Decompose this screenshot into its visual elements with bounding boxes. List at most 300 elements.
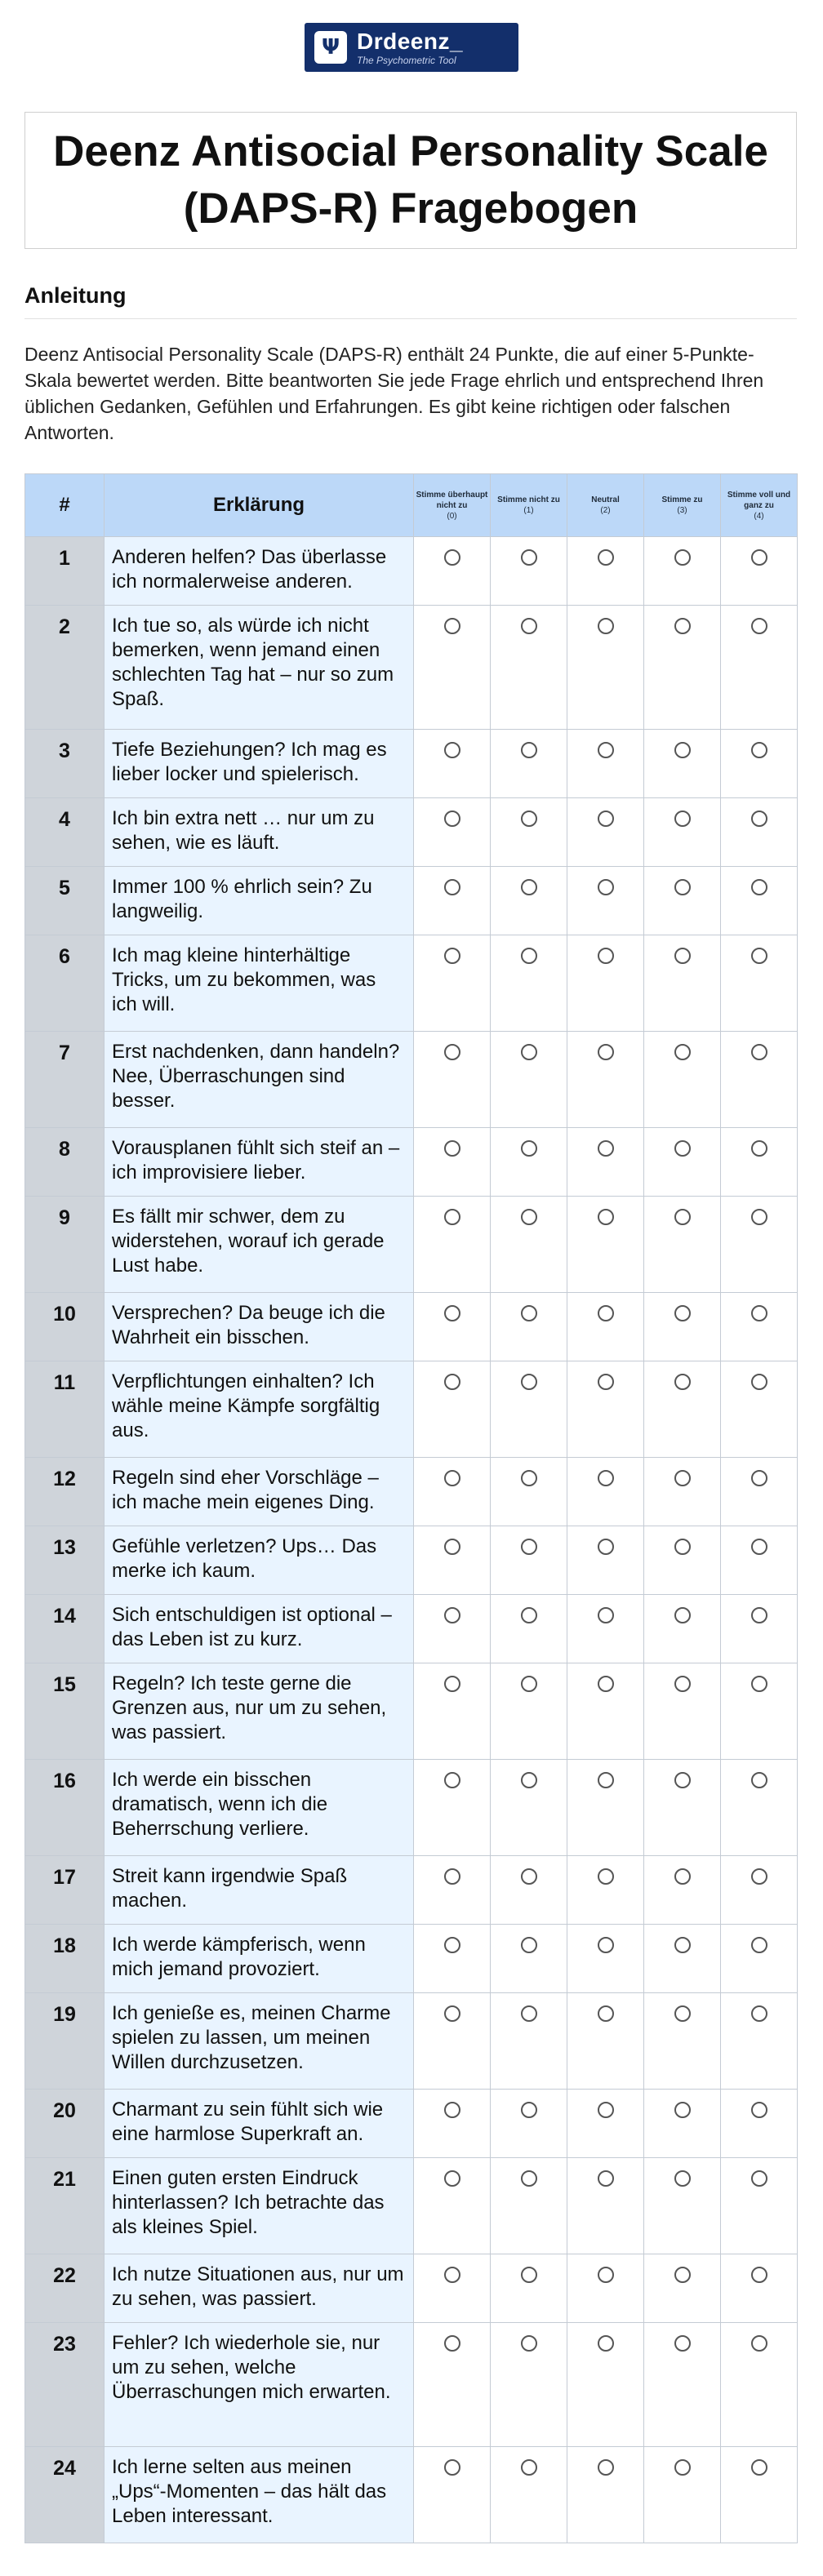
radio-option-1[interactable] [521, 1676, 537, 1692]
header-statement: Erklärung [105, 474, 414, 537]
radio-option-1[interactable] [521, 1470, 537, 1486]
radio-option-1[interactable] [521, 1209, 537, 1225]
row-number: 1 [25, 537, 105, 606]
table-row [25, 1526, 798, 1595]
response-cell [414, 1993, 491, 2090]
response-cell [644, 1856, 721, 1925]
statement-text: Ich werde ein bisschen dramatisch, wenn ich die Beherrschung verliere. [105, 1760, 414, 1856]
response-cell [721, 1197, 798, 1293]
response-cell [491, 1032, 567, 1128]
option-value: (1) [523, 506, 534, 515]
response-cell [721, 1663, 798, 1760]
response-cell [644, 1361, 721, 1458]
radio-option-2[interactable] [598, 1539, 614, 1555]
response-cell [644, 1128, 721, 1197]
radio-option-4[interactable] [751, 2267, 767, 2283]
radio-option-0[interactable] [444, 1305, 460, 1321]
radio-option-3[interactable] [674, 1607, 691, 1623]
response-cell [721, 1128, 798, 1197]
table-row [25, 1663, 798, 1760]
response-cell [644, 730, 721, 798]
radio-option-0[interactable] [444, 1209, 460, 1225]
row-number: 20 [25, 2090, 105, 2158]
radio-option-3[interactable] [674, 2267, 691, 2283]
radio-option-4[interactable] [751, 742, 767, 758]
response-cell [644, 935, 721, 1032]
response-cell [644, 2323, 721, 2447]
statement-text: Anderen helfen? Das überlasse ich normalerweise anderen. [105, 537, 414, 606]
response-cell [721, 867, 798, 935]
response-cell [721, 935, 798, 1032]
radio-option-3[interactable] [674, 1209, 691, 1225]
response-cell [644, 2090, 721, 2158]
radio-option-4[interactable] [751, 618, 767, 634]
response-cell [721, 2323, 798, 2447]
response-cell [644, 798, 721, 867]
radio-option-0[interactable] [444, 1676, 460, 1692]
radio-option-4[interactable] [751, 1374, 767, 1390]
table-row [25, 1760, 798, 1856]
radio-option-0[interactable] [444, 1868, 460, 1885]
response-cell [491, 935, 567, 1032]
response-cell [567, 1993, 644, 2090]
radio-option-0[interactable] [444, 811, 460, 827]
radio-option-2[interactable] [598, 618, 614, 634]
row-number: 11 [25, 1361, 105, 1458]
response-cell [491, 2447, 567, 2543]
statement-text: Ich nutze Situationen aus, nur um zu sehen, was passiert. [105, 2254, 414, 2323]
response-cell [644, 2447, 721, 2543]
radio-option-0[interactable] [444, 2170, 460, 2187]
response-cell [644, 1595, 721, 1663]
response-cell [721, 2158, 798, 2254]
section-divider [24, 318, 797, 319]
radio-option-0[interactable] [444, 742, 460, 758]
response-cell [721, 2254, 798, 2323]
response-cell [567, 537, 644, 606]
header-option-4 [721, 474, 798, 537]
response-cell [721, 1760, 798, 1856]
radio-option-3[interactable] [674, 549, 691, 566]
radio-option-4[interactable] [751, 1470, 767, 1486]
response-cell [567, 2254, 644, 2323]
radio-option-4[interactable] [751, 2335, 767, 2352]
radio-option-4[interactable] [751, 1937, 767, 1953]
radio-option-1[interactable] [521, 2005, 537, 2022]
response-cell [491, 1595, 567, 1663]
response-cell [721, 1032, 798, 1128]
response-cell [414, 2447, 491, 2543]
radio-option-0[interactable] [444, 1044, 460, 1060]
response-cell [567, 1856, 644, 1925]
radio-option-4[interactable] [751, 2459, 767, 2476]
table-row [25, 2323, 798, 2447]
radio-option-4[interactable] [751, 1607, 767, 1623]
radio-option-2[interactable] [598, 811, 614, 827]
response-cell [414, 867, 491, 935]
radio-option-1[interactable] [521, 1374, 537, 1390]
response-cell [414, 1526, 491, 1595]
header-option-0 [414, 474, 491, 537]
radio-option-4[interactable] [751, 811, 767, 827]
response-cell [414, 1925, 491, 1993]
statement-text: Erst nachdenken, dann handeln? Nee, Überraschungen sind besser. [105, 1032, 414, 1128]
response-cell [567, 1197, 644, 1293]
response-cell [644, 1760, 721, 1856]
table-row [25, 2447, 798, 2543]
radio-option-1[interactable] [521, 948, 537, 964]
radio-option-1[interactable] [521, 879, 537, 895]
statement-text: Regeln? Ich teste gerne die Grenzen aus, nur um zu sehen, was passiert. [105, 1663, 414, 1760]
statement-text: Ich werde kämpferisch, wenn mich jemand provoziert. [105, 1925, 414, 1993]
row-number: 23 [25, 2323, 105, 2447]
table-header-row [25, 474, 798, 537]
radio-option-3[interactable] [674, 742, 691, 758]
table-row [25, 2158, 798, 2254]
response-cell [567, 606, 644, 730]
radio-option-4[interactable] [751, 2102, 767, 2118]
response-cell [644, 1663, 721, 1760]
row-number: 24 [25, 2447, 105, 2543]
response-cell [414, 606, 491, 730]
row-number: 8 [25, 1128, 105, 1197]
row-number: 4 [25, 798, 105, 867]
response-cell [414, 2090, 491, 2158]
radio-option-0[interactable] [444, 549, 460, 566]
radio-option-1[interactable] [521, 1937, 537, 1953]
row-number: 10 [25, 1293, 105, 1361]
radio-option-1[interactable] [521, 1772, 537, 1788]
radio-option-1[interactable] [521, 1607, 537, 1623]
statement-text: Ich bin extra nett … nur um zu sehen, wie es läuft. [105, 798, 414, 867]
radio-option-2[interactable] [598, 1374, 614, 1390]
radio-option-0[interactable] [444, 1470, 460, 1486]
row-number: 17 [25, 1856, 105, 1925]
row-number: 2 [25, 606, 105, 730]
response-cell [644, 1197, 721, 1293]
page-title: Deenz Antisocial Personality Scale (DAPS-R) Fragebogen [53, 127, 768, 233]
radio-option-2[interactable] [598, 1209, 614, 1225]
row-number: 3 [25, 730, 105, 798]
response-cell [414, 1293, 491, 1361]
radio-option-2[interactable] [598, 2005, 614, 2022]
response-cell [414, 1361, 491, 1458]
radio-option-2[interactable] [598, 879, 614, 895]
radio-option-1[interactable] [521, 1044, 537, 1060]
response-cell [414, 730, 491, 798]
radio-option-3[interactable] [674, 1044, 691, 1060]
response-cell [567, 867, 644, 935]
statement-text: Fehler? Ich wiederhole sie, nur um zu sehen, welche Überraschungen mich erwarten. [105, 2323, 414, 2447]
radio-option-1[interactable] [521, 618, 537, 634]
response-cell [644, 1293, 721, 1361]
response-cell [491, 798, 567, 867]
option-label: Stimme nicht zu [497, 495, 560, 504]
response-cell [567, 1760, 644, 1856]
response-cell [491, 1128, 567, 1197]
response-cell [721, 798, 798, 867]
response-cell [414, 537, 491, 606]
response-cell [567, 1293, 644, 1361]
response-cell [567, 1361, 644, 1458]
radio-option-2[interactable] [598, 1044, 614, 1060]
header-number: # [25, 474, 105, 537]
row-number: 13 [25, 1526, 105, 1595]
radio-option-3[interactable] [674, 2170, 691, 2187]
radio-option-3[interactable] [674, 618, 691, 634]
radio-option-4[interactable] [751, 549, 767, 566]
statement-text: Sich entschuldigen ist optional – das Leben ist zu kurz. [105, 1595, 414, 1663]
statement-text: Immer 100 % ehrlich sein? Zu langweilig. [105, 867, 414, 935]
option-value: (3) [677, 506, 687, 515]
radio-option-0[interactable] [444, 948, 460, 964]
radio-option-2[interactable] [598, 2335, 614, 2352]
response-cell [721, 1458, 798, 1526]
radio-option-1[interactable] [521, 1140, 537, 1157]
response-cell [414, 2323, 491, 2447]
response-cell [414, 2158, 491, 2254]
radio-option-4[interactable] [751, 948, 767, 964]
radio-option-1[interactable] [521, 2170, 537, 2187]
response-cell [721, 2447, 798, 2543]
radio-option-3[interactable] [674, 1539, 691, 1555]
radio-option-3[interactable] [674, 879, 691, 895]
radio-option-2[interactable] [598, 2170, 614, 2187]
statement-text: Es fällt mir schwer, dem zu widerstehen, worauf ich gerade Lust habe. [105, 1197, 414, 1293]
row-number: 7 [25, 1032, 105, 1128]
response-cell [567, 1595, 644, 1663]
response-cell [644, 1925, 721, 1993]
radio-option-3[interactable] [674, 1470, 691, 1486]
response-cell [567, 2447, 644, 2543]
radio-option-2[interactable] [598, 1937, 614, 1953]
radio-option-1[interactable] [521, 2267, 537, 2283]
response-cell [644, 1032, 721, 1128]
row-number: 21 [25, 2158, 105, 2254]
radio-option-4[interactable] [751, 2005, 767, 2022]
response-cell [567, 2323, 644, 2447]
radio-option-3[interactable] [674, 1868, 691, 1885]
radio-option-2[interactable] [598, 1607, 614, 1623]
radio-option-0[interactable] [444, 618, 460, 634]
response-cell [721, 1361, 798, 1458]
response-cell [491, 2158, 567, 2254]
radio-option-3[interactable] [674, 1772, 691, 1788]
radio-option-1[interactable] [521, 549, 537, 566]
statement-text: Charmant zu sein fühlt sich wie eine harmlose Superkraft an. [105, 2090, 414, 2158]
response-cell [721, 730, 798, 798]
option-label: Stimme zu [661, 495, 703, 504]
radio-option-0[interactable] [444, 1937, 460, 1953]
radio-option-3[interactable] [674, 1140, 691, 1157]
radio-option-0[interactable] [444, 1607, 460, 1623]
questionnaire-table [24, 473, 798, 2543]
logo-name: Drdeenz_ [357, 28, 464, 54]
radio-option-4[interactable] [751, 879, 767, 895]
instructions-heading: Anleitung [24, 283, 127, 308]
radio-option-4[interactable] [751, 1868, 767, 1885]
header-option-1 [491, 474, 567, 537]
radio-option-4[interactable] [751, 1209, 767, 1225]
radio-option-3[interactable] [674, 2102, 691, 2118]
radio-option-4[interactable] [751, 1772, 767, 1788]
questionnaire-rows [25, 537, 798, 2543]
statement-text: Regeln sind eher Vorschläge – ich mache mein eigenes Ding. [105, 1458, 414, 1526]
radio-option-2[interactable] [598, 2459, 614, 2476]
radio-option-1[interactable] [521, 1539, 537, 1555]
response-cell [491, 1993, 567, 2090]
response-cell [414, 1663, 491, 1760]
response-cell [721, 1925, 798, 1993]
option-label: Stimme voll und ganz zu [727, 490, 791, 510]
response-cell [721, 1526, 798, 1595]
radio-option-1[interactable] [521, 811, 537, 827]
statement-text: Tiefe Beziehungen? Ich mag es lieber locker und spielerisch. [105, 730, 414, 798]
table-row [25, 537, 798, 606]
radio-option-0[interactable] [444, 1140, 460, 1157]
radio-option-3[interactable] [674, 1937, 691, 1953]
response-cell [567, 1663, 644, 1760]
radio-option-2[interactable] [598, 1140, 614, 1157]
header-option-2 [567, 474, 644, 537]
response-cell [491, 730, 567, 798]
radio-option-2[interactable] [598, 1676, 614, 1692]
radio-option-3[interactable] [674, 948, 691, 964]
response-cell [567, 1526, 644, 1595]
psi-logo-icon: Ψ [314, 31, 347, 64]
radio-option-2[interactable] [598, 1305, 614, 1321]
response-cell [414, 1128, 491, 1197]
response-cell [491, 1526, 567, 1595]
table-row [25, 1128, 798, 1197]
radio-option-2[interactable] [598, 948, 614, 964]
response-cell [491, 1361, 567, 1458]
table-row [25, 2090, 798, 2158]
radio-option-1[interactable] [521, 1305, 537, 1321]
radio-option-2[interactable] [598, 1470, 614, 1486]
response-cell [721, 537, 798, 606]
response-cell [721, 1293, 798, 1361]
response-cell [414, 1032, 491, 1128]
radio-option-1[interactable] [521, 742, 537, 758]
row-number: 14 [25, 1595, 105, 1663]
radio-option-1[interactable] [521, 2459, 537, 2476]
radio-option-3[interactable] [674, 2459, 691, 2476]
response-cell [567, 798, 644, 867]
response-cell [414, 1856, 491, 1925]
response-cell [414, 1197, 491, 1293]
radio-option-0[interactable] [444, 879, 460, 895]
response-cell [644, 2158, 721, 2254]
table-row [25, 867, 798, 935]
response-cell [721, 1856, 798, 1925]
response-cell [414, 798, 491, 867]
logo-tagline: The Psychometric Tool [357, 54, 456, 66]
response-cell [567, 2158, 644, 2254]
response-cell [414, 935, 491, 1032]
radio-option-0[interactable] [444, 2335, 460, 2352]
radio-option-4[interactable] [751, 1044, 767, 1060]
radio-option-0[interactable] [444, 1772, 460, 1788]
statement-text: Ich tue so, als würde ich nicht bemerken, wenn jemand einen schlechten Tag hat – nur so zum Spaß. [105, 606, 414, 730]
response-cell [491, 1925, 567, 1993]
option-label: Neutral [591, 495, 620, 504]
radio-option-2[interactable] [598, 549, 614, 566]
table-row [25, 798, 798, 867]
response-cell [491, 537, 567, 606]
radio-option-0[interactable] [444, 2267, 460, 2283]
table-row [25, 730, 798, 798]
logo-text [357, 30, 463, 65]
response-cell [644, 537, 721, 606]
radio-option-2[interactable] [598, 1868, 614, 1885]
statement-text: Einen guten ersten Eindruck hinterlassen? Ich betrachte das als kleines Spiel. [105, 2158, 414, 2254]
radio-option-3[interactable] [674, 1374, 691, 1390]
radio-option-4[interactable] [751, 1140, 767, 1157]
instructions-text: Deenz Antisocial Personality Scale (DAPS-R) enthält 24 Punkte, die auf einer 5-Punkte-Skala bewertet werden. Bitte beantworten Sie jede Frage ehrlich und entsprechend Ihren üblichen Gedanken, Gefühlen und Erfahrungen. Es gibt keine richtigen oder falschen Antworten. [24, 344, 764, 443]
response-cell [567, 935, 644, 1032]
radio-option-0[interactable] [444, 2102, 460, 2118]
response-cell [644, 2254, 721, 2323]
radio-option-2[interactable] [598, 2267, 614, 2283]
response-cell [644, 1993, 721, 2090]
radio-option-3[interactable] [674, 2335, 691, 2352]
radio-option-4[interactable] [751, 1305, 767, 1321]
radio-option-1[interactable] [521, 2335, 537, 2352]
radio-option-3[interactable] [674, 2005, 691, 2022]
radio-option-0[interactable] [444, 1539, 460, 1555]
radio-option-3[interactable] [674, 811, 691, 827]
response-cell [491, 1293, 567, 1361]
option-label: Stimme überhaupt nicht zu [416, 490, 488, 510]
radio-option-1[interactable] [521, 2102, 537, 2118]
title-box [24, 112, 797, 249]
statement-text: Vorausplanen fühlt sich steif an – ich improvisiere lieber. [105, 1128, 414, 1197]
radio-option-0[interactable] [444, 2005, 460, 2022]
table-row [25, 1197, 798, 1293]
response-cell [644, 606, 721, 730]
radio-option-3[interactable] [674, 1676, 691, 1692]
radio-option-0[interactable] [444, 2459, 460, 2476]
response-cell [567, 2090, 644, 2158]
response-cell [491, 1760, 567, 1856]
response-cell [491, 2090, 567, 2158]
radio-option-4[interactable] [751, 1676, 767, 1692]
radio-option-0[interactable] [444, 1374, 460, 1390]
radio-option-3[interactable] [674, 1305, 691, 1321]
table-row [25, 1361, 798, 1458]
response-cell [491, 1197, 567, 1293]
radio-option-2[interactable] [598, 1772, 614, 1788]
response-cell [644, 1526, 721, 1595]
response-cell [721, 1595, 798, 1663]
radio-option-4[interactable] [751, 2170, 767, 2187]
row-number: 16 [25, 1760, 105, 1856]
header-option-3 [644, 474, 721, 537]
response-cell [491, 1856, 567, 1925]
row-number: 5 [25, 867, 105, 935]
radio-option-4[interactable] [751, 1539, 767, 1555]
radio-option-2[interactable] [598, 742, 614, 758]
row-number: 6 [25, 935, 105, 1032]
table-row [25, 1993, 798, 2090]
radio-option-1[interactable] [521, 1868, 537, 1885]
option-value: (0) [447, 511, 457, 521]
radio-option-2[interactable] [598, 2102, 614, 2118]
response-cell [491, 1458, 567, 1526]
response-cell [644, 867, 721, 935]
response-cell [721, 606, 798, 730]
